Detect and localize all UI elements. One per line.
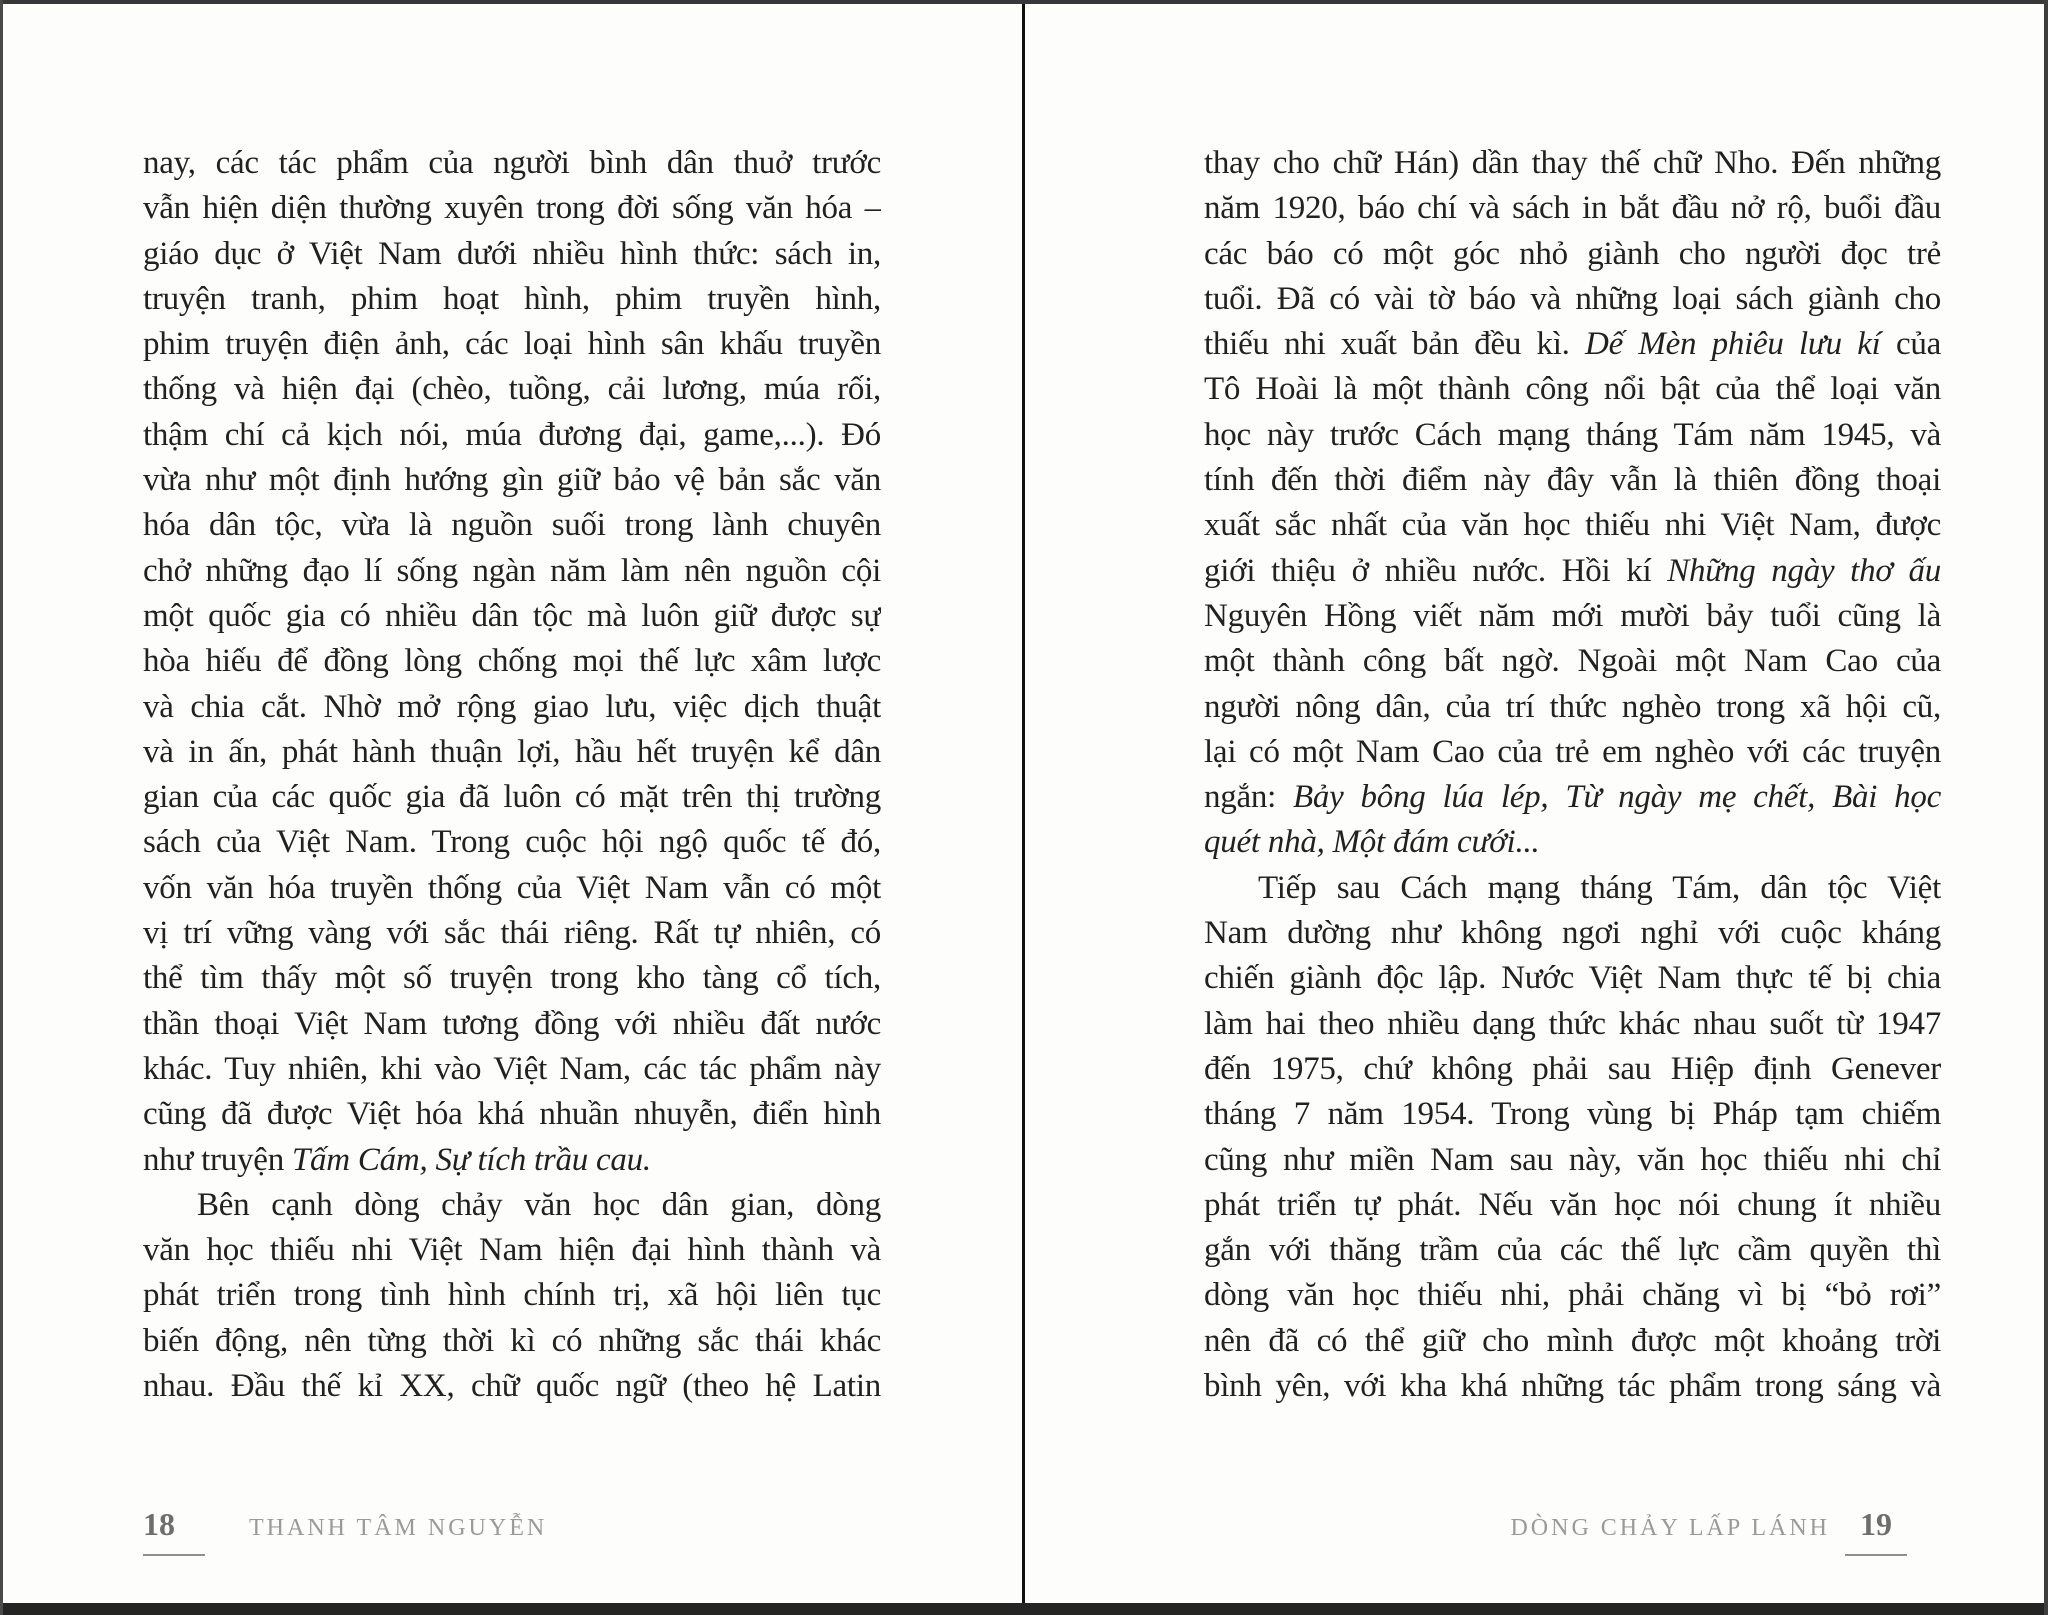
text-line: và in ấn, phát hành thuận lợi, hầu hết truyện kể dân (143, 733, 881, 770)
text-line: dòng văn học thiếu nhi, phải chăng vì bị “bỏ rơi” (1204, 1277, 1941, 1314)
text-line: cũng đã được Việt hóa khá nhuần nhuyễn, điển hình (143, 1096, 881, 1133)
text-line: cũng như miền Nam sau này, văn học thiếu nhi chỉ (1204, 1141, 1941, 1178)
text-line: truyện tranh, phim hoạt hình, phim truyền hình, (143, 280, 881, 317)
text-line: hóa dân tộc, vừa là nguồn suối trong lành chuyên (143, 507, 881, 544)
text-line: gắn với thăng trầm của các thế lực cầm quyền thì (1204, 1232, 1941, 1269)
text-line: vẫn hiện diện thường xuyên trong đời sống văn hóa – (143, 190, 881, 227)
text-line: vốn văn hóa truyền thống của Việt Nam vẫn có một (143, 869, 881, 906)
text-line: Nam dường như không ngơi nghỉ với cuộc kháng (1204, 915, 1941, 952)
text-line: Tô Hoài là một thành công nổi bật của thể loại văn (1204, 371, 1941, 408)
text-line: một thành công bất ngờ. Ngoài một Nam Cao của (1204, 643, 1941, 680)
text-line: hòa hiếu để đồng lòng chống mọi thế lực xâm lược (143, 643, 881, 680)
text-line: lại có một Nam Cao của trẻ em nghèo với các truyện (1204, 733, 1941, 770)
frame-left-border (0, 0, 3, 1615)
text-line: phim truyện điện ảnh, các loại hình sân khấu truyền (143, 326, 881, 363)
text-line: bình yên, với kha khá những tác phẩm trong sáng và (1204, 1368, 1941, 1405)
text-line: nên đã có thể giữ cho mình được một khoảng trời (1204, 1322, 1941, 1359)
frame-top-border (0, 0, 2048, 4)
page-left-text (143, 141, 881, 1409)
text-line: năm 1920, báo chí và sách in bắt đầu nở rộ, buổi đầu (1204, 190, 1941, 227)
text-line: vừa như một định hướng gìn giữ bảo vệ bản sắc văn (143, 462, 881, 499)
running-head-book-title: DÒNG CHẢY LẤP LÁNH (1510, 1515, 1830, 1541)
text-line: nay, các tác phẩm của người bình dân thuở trước (143, 145, 881, 181)
text-line: Bên cạnh dòng chảy văn học dân gian, dòng (197, 1186, 881, 1223)
text-line: Tiếp sau Cách mạng tháng Tám, dân tộc Việt (1258, 869, 1941, 906)
text-line: giáo dục ở Việt Nam dưới nhiều hình thức: sách in, (143, 235, 881, 272)
text-line: phát triển trong tình hình chính trị, xã hội liên tục (143, 1277, 881, 1314)
text-line: thay cho chữ Hán) dần thay thế chữ Nho. Đến những (1204, 145, 1941, 181)
text-line: các báo có một góc nhỏ giành cho người đọc trẻ (1204, 235, 1941, 272)
page-number-left: 18 (143, 1506, 205, 1556)
text-line: xuất sắc nhất của văn học thiếu nhi Việt Nam, được (1204, 507, 1941, 544)
paragraph (1204, 141, 1941, 866)
text-line: giới thiệu ở nhiều nước. Hồi kí Những ngày thơ ấu (1204, 552, 1941, 589)
text-line: thậm chí cả kịch nói, múa đương đại, game,...). Đó (143, 416, 881, 453)
text-line: thống và hiện đại (chèo, tuồng, cải lương, múa rối, (143, 371, 881, 408)
text-line: tháng 7 năm 1954. Trong vùng bị Pháp tạm chiếm (1204, 1096, 1941, 1133)
text-line: học này trước Cách mạng tháng Tám năm 1945, và (1204, 416, 1941, 453)
text-line: văn học thiếu nhi Việt Nam hiện đại hình thành và (143, 1232, 881, 1269)
text-line: gian của các quốc gia đã luôn có mặt trên thị trường (143, 779, 881, 816)
text-line: làm hai theo nhiều dạng thức khác nhau suốt từ 1947 (1204, 1005, 1941, 1042)
page-number-right: 19 (1845, 1506, 1907, 1556)
text-line: sách của Việt Nam. Trong cuộc hội ngộ quốc tế đó, (143, 824, 881, 861)
paragraph (143, 1183, 881, 1409)
text-line: thần thoại Việt Nam tương đồng với nhiều đất nước (143, 1005, 881, 1042)
frame-bottom-border (0, 1603, 2048, 1615)
text-line: một quốc gia có nhiều dân tộc mà luôn giữ được sự (143, 597, 881, 634)
text-line: đến 1975, chứ không phải sau Hiệp định Genever (1204, 1050, 1941, 1087)
text-line: tính đến thời điểm này đây vẫn là thiên đồng thoại (1204, 462, 1941, 499)
page-right-text (1204, 141, 1941, 1409)
paragraph (143, 141, 881, 1183)
text-line: thiếu nhi xuất bản đều kì. Dế Mèn phiêu lưu kí của (1204, 326, 1941, 363)
text-line: và chia cắt. Nhờ mở rộng giao lưu, việc dịch thuật (143, 688, 881, 725)
text-line: vị trí vững vàng với sắc thái riêng. Rất tự nhiên, có (143, 915, 881, 952)
text-line: thể tìm thấy một số truyện trong kho tàng cổ tích, (143, 960, 881, 997)
text-line: khác. Tuy nhiên, khi vào Việt Nam, các tác phẩm này (143, 1050, 881, 1087)
text-line: ngắn: Bảy bông lúa lép, Từ ngày mẹ chết, Bài học (1204, 779, 1941, 816)
text-line: Nguyên Hồng viết năm mới mười bảy tuổi cũng là (1204, 597, 1941, 634)
text-line: chở những đạo lí sống ngàn năm làm nên nguồn cội (143, 552, 881, 589)
text-line: tuổi. Đã có vài tờ báo và những loại sách giành cho (1204, 280, 1941, 317)
text-line: chiến giành độc lập. Nước Việt Nam thực tế bị chia (1204, 960, 1941, 997)
running-head-author: THANH TÂM NGUYỄN (249, 1515, 548, 1541)
frame-right-border (2044, 0, 2048, 1615)
text-line: biến động, nên từng thời kì có những sắc thái khác (143, 1322, 881, 1359)
text-line: nhau. Đầu thế kỉ XX, chữ quốc ngữ (theo hệ Latin (143, 1368, 881, 1405)
text-line: như truyện Tấm Cám, Sự tích trầu cau. (143, 1141, 651, 1178)
page-right-footer (1204, 1506, 1907, 1556)
text-line: phát triển tự phát. Nếu văn học nói chung ít nhiều (1204, 1186, 1941, 1223)
page-gutter-divider (1022, 0, 1025, 1615)
text-line: người nông dân, của trí thức nghèo trong xã hội cũ, (1204, 688, 1941, 725)
page-left-footer (143, 1506, 547, 1556)
text-line: quét nhà, Một đám cưới... (1204, 824, 1540, 861)
paragraph (1204, 866, 1941, 1410)
